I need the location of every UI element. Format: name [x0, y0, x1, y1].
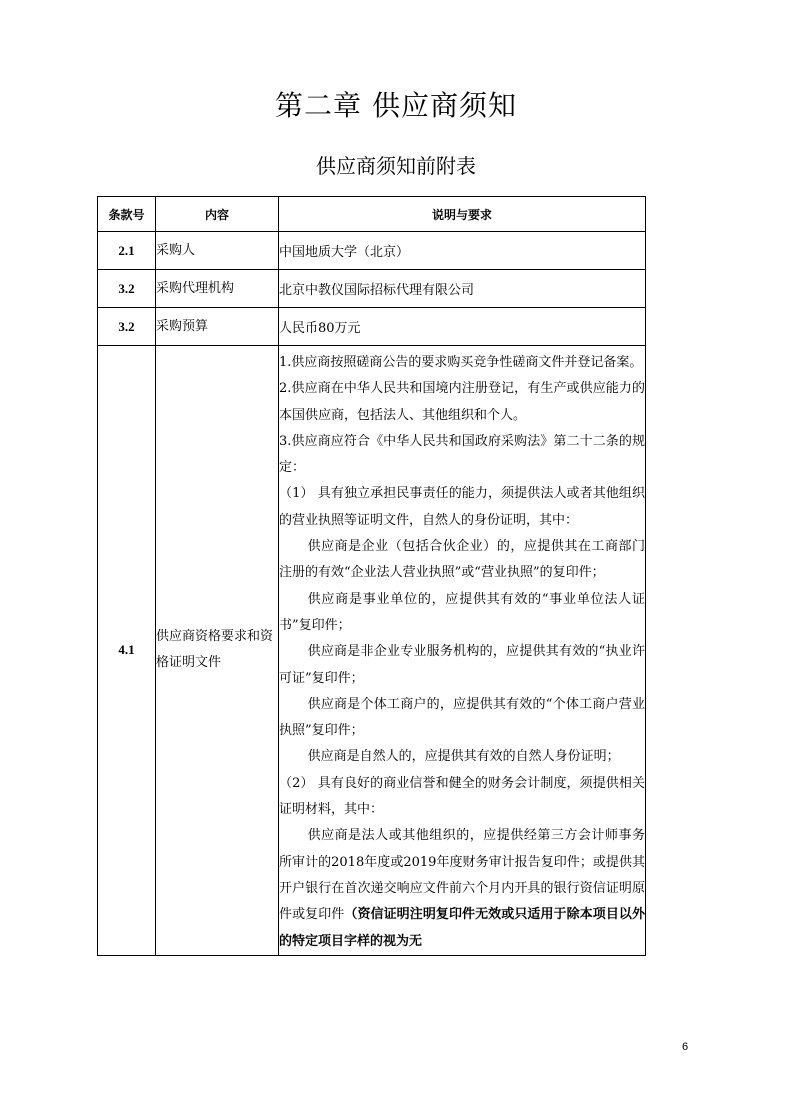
requirement-paragraph [279, 823, 645, 954]
chapter-title: 第二章 供应商须知 [275, 89, 517, 122]
requirement-paragraph: （2） 具有良好的商业信誉和健全的财务会计制度，须提供相关证明材料，其中： [279, 775, 645, 818]
clause-description: 人民币80万元 [279, 308, 646, 346]
table-row [98, 346, 646, 956]
table-title: 供应商须知前附表 [316, 154, 476, 178]
table-header-row [98, 197, 646, 232]
clause-item: 采购预算 [156, 308, 279, 346]
clause-item: 采购代理机构 [156, 270, 279, 308]
requirement-paragraph: （1） 具有独立承担民事责任的能力，须提供法人或者其他组织的营业执照等证明文件，自然人的身份证明，其中： [279, 486, 645, 528]
clause-description: 北京中教仪国际招标代理有限公司 [279, 270, 646, 308]
header-description: 说明与要求 [279, 197, 646, 232]
table-row [98, 232, 646, 270]
requirement-bold-note: （资信证明注明复印件无效或只适用于除本项目以外的特定项目字样的视为无 [279, 907, 645, 949]
clause-description: 中国地质大学（北京） [279, 232, 646, 270]
clause-description [279, 346, 646, 956]
clause-number: 3.2 [98, 270, 156, 308]
requirement-paragraph: 供应商是企业（包括合伙企业）的，应提供其在工商部门注册的有效“企业法人营业执照”或“营业执照”的复印件； [279, 539, 645, 581]
supplier-notice-table [97, 196, 646, 956]
requirement-paragraph: 供应商是事业单位的，应提供其有效的“事业单位法人证书”复印件； [279, 591, 645, 633]
page-number: 6 [682, 1041, 689, 1053]
requirement-paragraph: 供应商是自然人的，应提供其有效的自然人身份证明； [307, 749, 620, 765]
requirement-paragraph: 供应商是个体工商户的，应提供其有效的“个体工商户营业执照”复印件； [279, 696, 645, 739]
clause-item: 采购人 [156, 232, 279, 270]
header-clause-number: 条款号 [98, 197, 156, 232]
requirement-paragraph: 3.供应商应符合《中华人民共和国政府采购法》第二十二条的规定： [279, 433, 645, 476]
requirement-paragraph: 供应商是非企业专业服务机构的，应提供其有效的“执业许可证”复印件； [279, 644, 645, 686]
clause-number: 2.1 [98, 232, 156, 270]
clause-item: 供应商资格要求和资格证明文件 [156, 346, 279, 956]
requirement-paragraph: 1.供应商按照磋商公告的要求购买竞争性磋商文件并登记备案。 [279, 355, 643, 370]
table-row [98, 308, 646, 346]
header-content: 内容 [156, 197, 279, 232]
clause-number: 4.1 [98, 346, 156, 956]
table-row [98, 270, 646, 308]
requirement-text: 供应商是法人或其他组织的，应提供经第三方会计师事务所审计的2018年度或2019年度财务审计报告复印件；或提供其开户银行在首次递交响应文件前六个月内开具的银行资信证明原件或复印件 [279, 828, 645, 923]
clause-number: 3.2 [98, 308, 156, 346]
requirement-paragraph: 2.供应商在中华人民共和国境内注册登记，有生产或供应能力的本国供应商，包括法人、其他组织和个人。 [279, 381, 645, 423]
